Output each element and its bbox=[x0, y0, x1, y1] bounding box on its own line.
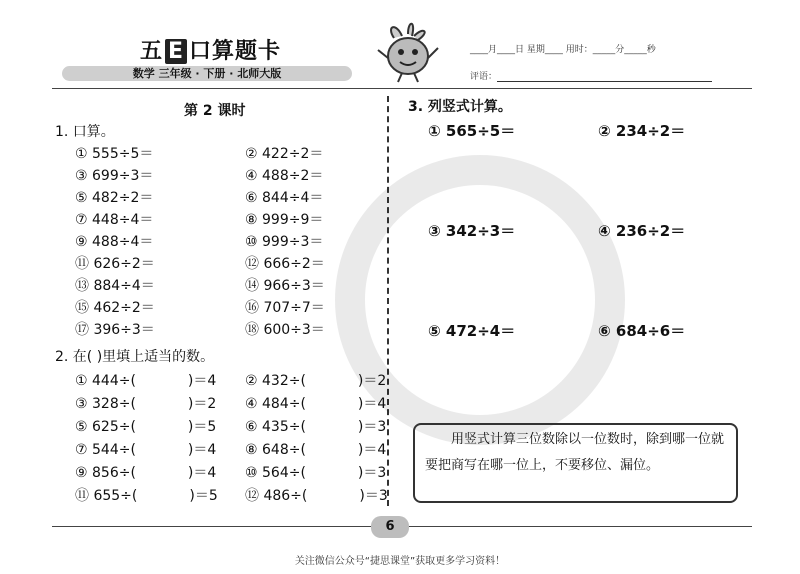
oral-item: ⑪ 626÷2＝ bbox=[75, 256, 155, 272]
oral-item: ⑮ 462÷2＝ bbox=[75, 300, 155, 316]
vertical-calc-item: ④ 236÷2＝ bbox=[598, 222, 686, 240]
radish-mascot-icon bbox=[372, 18, 444, 86]
oral-item: ⑯ 707÷7＝ bbox=[245, 300, 325, 316]
fill-item: ⑥ 435÷( )＝3 bbox=[245, 419, 387, 435]
oral-item: ④ 488÷2＝ bbox=[245, 168, 324, 184]
vertical-calc-item: ⑥ 684÷6＝ bbox=[598, 322, 686, 340]
title-prefix: 五 bbox=[140, 39, 164, 64]
fill-item: ⑦ 544÷( )＝4 bbox=[75, 442, 217, 458]
footer-text: 关注微信公众号“捷思课堂”获取更多学习资料！ bbox=[294, 556, 506, 567]
oral-item: ⑨ 488÷4＝ bbox=[75, 234, 154, 250]
fill-item: ⑨ 856÷( )＝4 bbox=[75, 465, 217, 481]
fill-item: ③ 328÷( )＝2 bbox=[75, 396, 217, 412]
fill-item: ⑩ 564÷( )＝3 bbox=[245, 465, 387, 481]
vertical-calc-item: ① 565÷5＝ bbox=[428, 122, 516, 140]
date-time-line: ____月____日 星期____ 用时：_____分_____秒 bbox=[470, 45, 656, 55]
fill-item: ② 432÷( )＝2 bbox=[245, 373, 387, 389]
oral-item: ② 422÷2＝ bbox=[245, 146, 324, 162]
card-title bbox=[140, 34, 281, 65]
oral-item: ⑥ 844÷4＝ bbox=[245, 190, 324, 206]
title-main: 口算题卡 bbox=[189, 39, 282, 64]
page-number: 6 bbox=[371, 516, 409, 538]
oral-item: ⑱ 600÷3＝ bbox=[245, 322, 325, 338]
remark-field bbox=[470, 69, 712, 82]
vertical-calc-item: ② 234÷2＝ bbox=[598, 122, 686, 140]
oral-item: ① 555÷5＝ bbox=[75, 146, 154, 162]
remark-label: 评语： bbox=[470, 72, 498, 82]
remark-line bbox=[497, 73, 712, 82]
tip-box: 用竖式计算三位数除以一位数时，除到哪一位就要把商写在哪一位上，不要移位、漏位。 bbox=[413, 423, 738, 503]
oral-item: ⑧ 999÷9＝ bbox=[245, 212, 324, 228]
lesson-title: 第 2 课时 bbox=[184, 103, 246, 119]
column-divider bbox=[387, 96, 389, 506]
section2-heading: 2. 在( )里填上适当的数。 bbox=[55, 349, 215, 365]
fill-item: ⑧ 648÷( )＝4 bbox=[245, 442, 387, 458]
subject-banner: 数学 三年级 · 下册 · 北师大版 bbox=[62, 66, 352, 81]
oral-item: ⑦ 448÷4＝ bbox=[75, 212, 154, 228]
oral-item: ⑰ 396÷3＝ bbox=[75, 322, 155, 338]
fill-item: ⑫ 486÷( )＝3 bbox=[245, 488, 388, 504]
fill-item: ⑪ 655÷( )＝5 bbox=[75, 488, 218, 504]
title-e-badge: E bbox=[165, 39, 187, 64]
oral-item: ⑩ 999÷3＝ bbox=[245, 234, 324, 250]
oral-item: ⑭ 966÷3＝ bbox=[245, 278, 325, 294]
oral-item: ⑫ 666÷2＝ bbox=[245, 256, 325, 272]
oral-item: ③ 699÷3＝ bbox=[75, 168, 154, 184]
vertical-calc-item: ⑤ 472÷4＝ bbox=[428, 322, 516, 340]
vertical-calc-item: ③ 342÷3＝ bbox=[428, 222, 516, 240]
section1-heading: 1. 口算。 bbox=[55, 124, 115, 140]
oral-item: ⑬ 884÷4＝ bbox=[75, 278, 155, 294]
section3-heading: 3. 列竖式计算。 bbox=[408, 99, 512, 115]
fill-item: ① 444÷( )＝4 bbox=[75, 373, 217, 389]
header-rule bbox=[52, 88, 752, 89]
oral-item: ⑤ 482÷2＝ bbox=[75, 190, 154, 206]
fill-item: ④ 484÷( )＝4 bbox=[245, 396, 387, 412]
fill-item: ⑤ 625÷( )＝5 bbox=[75, 419, 217, 435]
